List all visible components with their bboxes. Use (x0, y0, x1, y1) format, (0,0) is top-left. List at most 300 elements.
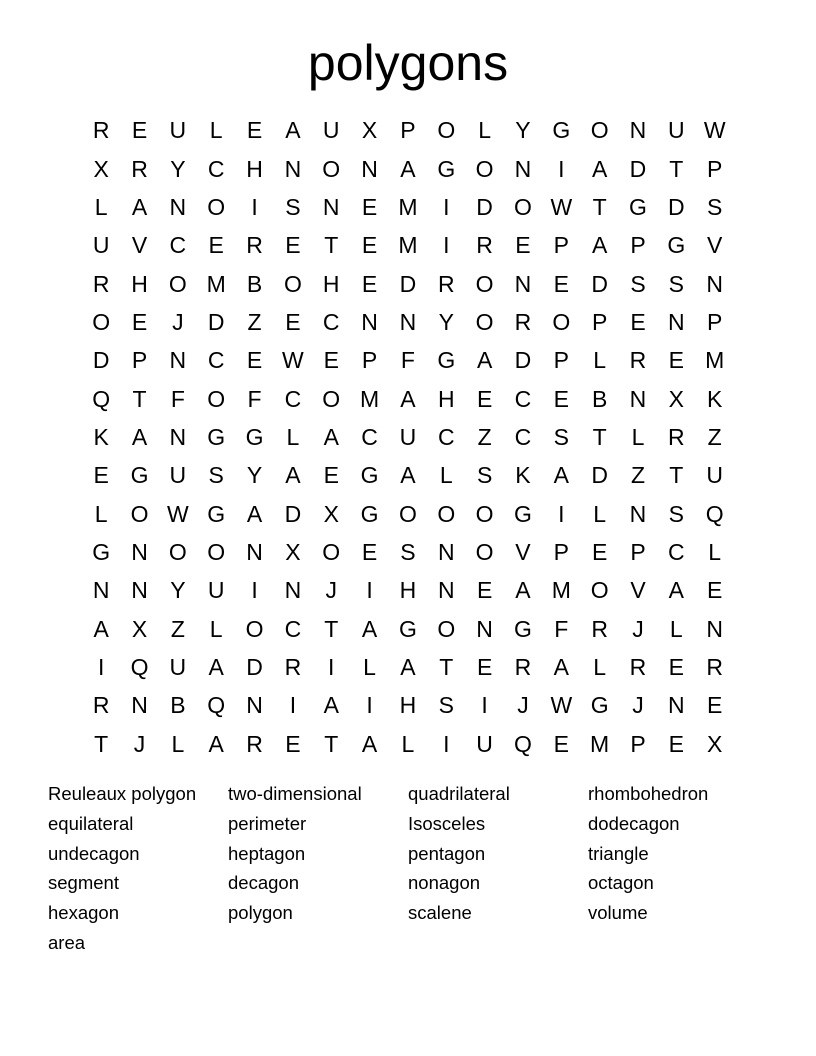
grid-letter: E (323, 347, 339, 374)
grid-letter: A (400, 155, 416, 182)
grid-letter: E (707, 577, 723, 604)
grid-letter: O (168, 270, 187, 297)
grid-letter: C (207, 155, 225, 182)
grid-letter: T (669, 155, 684, 182)
grid-letter: A (591, 155, 608, 182)
grid-letter: U (706, 462, 723, 489)
grid-letter: V (131, 232, 148, 259)
grid-row (82, 379, 734, 417)
grid-letter: R (514, 308, 532, 335)
grid-letter: N (706, 615, 723, 642)
grid-letter: H (322, 270, 340, 297)
grid-letter: E (476, 385, 493, 412)
grid-letter: C (169, 232, 187, 259)
grid-letter: Y (170, 577, 186, 604)
grid-letter: C (207, 347, 225, 374)
grid-row (82, 111, 734, 149)
grid-letter: E (285, 308, 301, 335)
word-list-item: decagon (228, 872, 299, 894)
grid-letter: O (590, 117, 609, 144)
grid-letter: A (668, 577, 684, 604)
grid-letter: A (361, 615, 378, 642)
grid-letter: G (207, 423, 226, 450)
grid-letter: W (703, 117, 726, 144)
grid-letter: I (366, 577, 373, 604)
grid-letter: K (707, 385, 723, 412)
grid-letter: Y (438, 308, 454, 335)
grid-letter: G (245, 423, 264, 450)
word-list-item: triangle (588, 842, 649, 864)
word-list-item: segment (48, 872, 119, 894)
grid-letter: R (629, 653, 647, 680)
grid-letter: D (514, 347, 532, 374)
grid-letter: P (553, 538, 569, 565)
grid-letter: D (246, 653, 263, 680)
grid-letter: D (92, 347, 110, 374)
grid-row (82, 418, 734, 456)
grid-letter: T (669, 462, 684, 489)
grid-letter: T (439, 653, 454, 680)
grid-letter: Q (705, 500, 724, 527)
grid-letter: L (631, 423, 645, 450)
grid-letter: B (170, 692, 186, 719)
grid-letter: A (361, 730, 378, 757)
grid-letter: T (324, 615, 339, 642)
grid-letter: R (476, 232, 493, 259)
word-list-item: two-dimensional (228, 783, 362, 804)
grid-letter: O (437, 500, 456, 527)
grid-letter: L (669, 615, 683, 642)
grid-letter: Y (246, 462, 263, 489)
word-search-grid (82, 111, 734, 763)
grid-row (82, 571, 734, 609)
grid-letter: S (400, 538, 416, 565)
grid-letter: A (553, 462, 569, 489)
word-list-item: hexagon (48, 902, 119, 924)
grid-letter: U (169, 462, 187, 489)
grid-letter: S (668, 270, 684, 297)
grid-letter: X (93, 155, 109, 182)
grid-letter: J (632, 615, 644, 642)
grid-letter: R (706, 653, 723, 680)
grid-letter: A (323, 423, 339, 450)
grid-letter: I (558, 155, 565, 182)
grid-letter: D (591, 270, 608, 297)
grid-letter: H (399, 692, 417, 719)
grid-letter: E (553, 270, 569, 297)
word-list-item: scalene (408, 902, 472, 924)
grid-row (82, 725, 734, 763)
grid-letter: S (476, 462, 493, 489)
grid-letter: X (323, 500, 339, 527)
grid-letter: O (437, 615, 456, 642)
grid-letter: R (668, 423, 685, 450)
grid-letter: X (707, 730, 723, 757)
grid-letter: W (282, 347, 304, 374)
grid-row (82, 686, 734, 724)
grid-letter: N (322, 193, 340, 220)
grid-letter: N (668, 692, 685, 719)
grid-letter: O (207, 385, 226, 412)
grid-letter: A (400, 462, 416, 489)
grid-letter: B (246, 270, 263, 297)
grid-letter: N (169, 193, 187, 220)
grid-letter: G (360, 500, 379, 527)
grid-letter: L (593, 347, 607, 374)
grid-letter: J (172, 308, 184, 335)
grid-letter: G (360, 462, 379, 489)
grid-letter: V (707, 232, 723, 259)
grid-letter: G (590, 692, 609, 719)
grid-letter: A (246, 500, 263, 527)
grid-letter: M (359, 385, 380, 412)
word-list-item: dodecagon (588, 812, 680, 834)
grid-letter: Z (630, 462, 646, 489)
grid-letter: A (208, 730, 224, 757)
grid-letter: T (94, 730, 109, 757)
grid-letter: U (668, 117, 685, 144)
grid-row (82, 188, 734, 226)
grid-letter: D (476, 193, 493, 220)
grid-letter: A (591, 232, 608, 259)
grid-letter: P (707, 155, 723, 182)
grid-letter: N (169, 347, 187, 374)
grid-letter: E (515, 232, 531, 259)
grid-letter: O (475, 308, 494, 335)
grid-letter: O (245, 615, 264, 642)
grid-letter: Z (170, 615, 185, 642)
grid-letter: E (131, 117, 148, 144)
grid-letter: N (514, 155, 532, 182)
grid-letter: V (630, 577, 646, 604)
grid-letter: A (400, 653, 416, 680)
word-list-item: equilateral (48, 812, 134, 834)
grid-letter: T (132, 385, 147, 412)
grid-letter: I (481, 692, 488, 719)
grid-letter: L (286, 423, 300, 450)
grid-letter: A (285, 117, 301, 144)
grid-letter: L (593, 653, 607, 680)
grid-letter: A (131, 423, 148, 450)
grid-letter: N (437, 577, 455, 604)
grid-letter: T (324, 730, 339, 757)
grid-letter: T (324, 232, 339, 259)
grid-letter: E (476, 577, 493, 604)
grid-letter: L (94, 500, 108, 527)
grid-letter: U (169, 653, 187, 680)
grid-letter: D (591, 462, 608, 489)
grid-letter: E (668, 347, 684, 374)
grid-letter: N (284, 577, 302, 604)
grid-letter: N (131, 692, 148, 719)
grid-letter: E (630, 308, 646, 335)
grid-letter: R (92, 692, 110, 719)
grid-letter: I (443, 730, 450, 757)
grid-letter: S (668, 500, 684, 527)
grid-letter: C (514, 385, 532, 412)
grid-letter: N (131, 577, 148, 604)
grid-letter: M (398, 193, 418, 220)
grid-letter: Z (477, 423, 492, 450)
grid-letter: E (93, 462, 109, 489)
grid-letter: A (400, 385, 416, 412)
grid-letter: J (133, 730, 146, 757)
grid-letter: G (552, 117, 571, 144)
grid-letter: R (629, 347, 647, 374)
grid-letter: G (92, 538, 111, 565)
grid-row (82, 609, 734, 647)
word-list-item: heptagon (228, 842, 306, 864)
grid-letter: L (94, 193, 108, 220)
grid-letter: K (93, 423, 109, 450)
grid-letter: N (246, 692, 263, 719)
grid-letter: A (131, 193, 148, 220)
grid-letter: S (630, 270, 646, 297)
grid-letter: O (92, 308, 111, 335)
grid-letter: L (439, 462, 453, 489)
word-list-item: volume (588, 902, 648, 924)
grid-letter: O (283, 270, 302, 297)
grid-letter: E (246, 347, 263, 374)
grid-letter: T (592, 423, 607, 450)
grid-letter: E (553, 730, 569, 757)
grid-letter: I (443, 232, 450, 259)
grid-letter: R (437, 270, 455, 297)
grid-letter: E (246, 117, 263, 144)
grid-letter: N (668, 308, 685, 335)
grid-letter: E (361, 232, 378, 259)
grid-letter: P (591, 308, 608, 335)
grid-letter: P (630, 538, 646, 565)
grid-letter: J (325, 577, 337, 604)
word-list-item: Isosceles (408, 812, 486, 834)
grid-letter: O (475, 270, 494, 297)
word-list-item: undecagon (48, 842, 140, 864)
grid-letter: E (668, 653, 684, 680)
grid-letter: K (515, 462, 531, 489)
grid-letter: P (553, 347, 569, 374)
grid-letter: P (553, 232, 569, 259)
grid-letter: N (514, 270, 532, 297)
grid-letter: C (284, 615, 302, 642)
grid-letter: P (630, 730, 646, 757)
grid-letter: N (246, 538, 263, 565)
grid-letter: I (251, 193, 258, 220)
grid-letter: R (591, 615, 608, 642)
grid-letter: C (514, 423, 532, 450)
grid-letter: P (131, 347, 148, 374)
grid-letter: L (478, 117, 491, 144)
grid-letter: F (247, 385, 262, 412)
grid-letter: G (667, 232, 686, 259)
grid-letter: N (629, 500, 647, 527)
grid-letter: E (285, 730, 301, 757)
grid-letter: R (246, 730, 263, 757)
grid-letter: V (515, 538, 531, 565)
word-list-item: Reuleaux polygon (48, 783, 197, 804)
grid-letter: Y (170, 155, 186, 182)
grid-letter: C (284, 385, 302, 412)
grid-letter: F (400, 347, 415, 374)
grid-letter: G (398, 615, 417, 642)
grid-letter: U (92, 232, 110, 259)
grid-row (82, 456, 734, 494)
grid-letter: O (437, 117, 456, 144)
grid-letter: H (437, 385, 455, 412)
grid-letter: D (668, 193, 685, 220)
grid-letter: O (207, 193, 226, 220)
grid-row (82, 264, 734, 302)
grid-letter: O (475, 155, 494, 182)
page-title: polygons (307, 35, 509, 91)
word-list-item: quadrilateral (408, 783, 510, 804)
grid-letter: F (554, 615, 569, 642)
grid-letter: E (285, 232, 301, 259)
grid-letter: H (399, 577, 417, 604)
grid-letter: N (169, 423, 187, 450)
grid-letter: X (668, 385, 684, 412)
grid-letter: M (398, 232, 418, 259)
grid-letter: S (285, 193, 301, 220)
grid-letter: Y (515, 117, 531, 144)
grid-letter: N (131, 538, 148, 565)
word-list-item: polygon (228, 902, 293, 924)
grid-letter: J (632, 692, 644, 719)
grid-row (82, 341, 734, 379)
word-list-item: rhombohedron (588, 783, 709, 804)
grid-letter: A (285, 462, 301, 489)
grid-letter: D (284, 500, 302, 527)
grid-letter: N (92, 577, 110, 604)
grid-letter: D (629, 155, 647, 182)
grid-letter: O (514, 193, 532, 220)
grid-letter: O (322, 155, 341, 182)
grid-letter: N (361, 155, 378, 182)
grid-letter: N (399, 308, 417, 335)
grid-letter: Z (247, 308, 262, 335)
word-list-item: nonagon (408, 872, 481, 894)
grid-letter: U (399, 423, 417, 450)
grid-letter: E (323, 462, 339, 489)
grid-letter: O (207, 538, 226, 565)
grid-letter: I (97, 653, 105, 680)
grid-letter: E (707, 692, 723, 719)
grid-row (82, 533, 734, 571)
grid-letter: I (251, 577, 258, 604)
grid-letter: N (437, 538, 455, 565)
grid-letter: X (361, 117, 378, 144)
grid-letter: R (92, 117, 110, 144)
word-list (48, 779, 788, 958)
grid-letter: L (593, 500, 607, 527)
grid-letter: P (707, 308, 723, 335)
grid-letter: L (708, 538, 722, 565)
grid-letter: G (437, 155, 456, 182)
grid-letter: C (668, 538, 685, 565)
grid-letter: A (476, 347, 493, 374)
grid-letter: R (514, 653, 532, 680)
grid-letter: O (322, 538, 341, 565)
grid-letter: S (208, 462, 224, 489)
grid-letter: C (322, 308, 340, 335)
grid-letter: P (630, 232, 646, 259)
grid-letter: M (705, 347, 725, 374)
grid-letter: R (246, 232, 263, 259)
grid-letter: L (401, 730, 415, 757)
grid-letter: O (398, 500, 417, 527)
grid-letter: N (361, 308, 378, 335)
grid-letter: O (130, 500, 149, 527)
grid-row (82, 494, 734, 532)
grid-letter: C (437, 423, 455, 450)
grid-letter: M (551, 577, 571, 604)
grid-letter: A (515, 577, 531, 604)
grid-letter: L (209, 615, 223, 642)
grid-letter: Q (92, 385, 111, 412)
grid-letter: G (437, 347, 456, 374)
grid-letter: L (363, 653, 376, 680)
grid-letter: E (553, 385, 569, 412)
grid-letter: O (168, 538, 187, 565)
grid-letter: A (208, 653, 224, 680)
grid-letter: O (475, 500, 494, 527)
grid-letter: L (209, 117, 223, 144)
grid-letter: R (131, 155, 148, 182)
grid-letter: D (399, 270, 417, 297)
grid-letter: R (284, 653, 302, 680)
grid-letter: M (590, 730, 610, 757)
grid-letter: N (629, 385, 647, 412)
grid-letter: H (131, 270, 148, 297)
grid-letter: B (591, 385, 608, 412)
grid-letter: A (553, 653, 569, 680)
grid-letter: X (285, 538, 301, 565)
grid-letter: U (322, 117, 340, 144)
grid-letter: A (93, 615, 109, 642)
grid-letter: L (171, 730, 185, 757)
grid-letter: N (476, 615, 493, 642)
grid-letter: Q (514, 730, 532, 757)
grid-letter: W (550, 692, 573, 719)
grid-letter: E (591, 538, 608, 565)
grid-letter: U (169, 117, 187, 144)
grid-letter: T (592, 193, 607, 220)
grid-letter: M (206, 270, 226, 297)
grid-letter: R (92, 270, 110, 297)
grid-letter: I (328, 653, 335, 680)
grid-letter: E (361, 270, 378, 297)
grid-letter: O (322, 385, 341, 412)
grid-letter: S (707, 193, 723, 220)
grid-letter: I (289, 692, 297, 719)
grid-letter: I (443, 193, 450, 220)
grid-row (82, 648, 734, 686)
grid-letter: Z (707, 423, 722, 450)
grid-letter: I (366, 692, 373, 719)
grid-letter: N (284, 155, 302, 182)
word-list-item: octagon (588, 872, 654, 894)
word-list-item: area (48, 931, 86, 953)
grid-letter: F (170, 385, 185, 412)
grid-letter: A (323, 692, 339, 719)
grid-letter: E (131, 308, 148, 335)
grid-letter: E (208, 232, 224, 259)
grid-letter: G (207, 500, 226, 527)
word-list-item: perimeter (228, 812, 307, 834)
grid-row (82, 303, 734, 341)
grid-letter: J (517, 692, 529, 719)
grid-letter: O (552, 308, 571, 335)
